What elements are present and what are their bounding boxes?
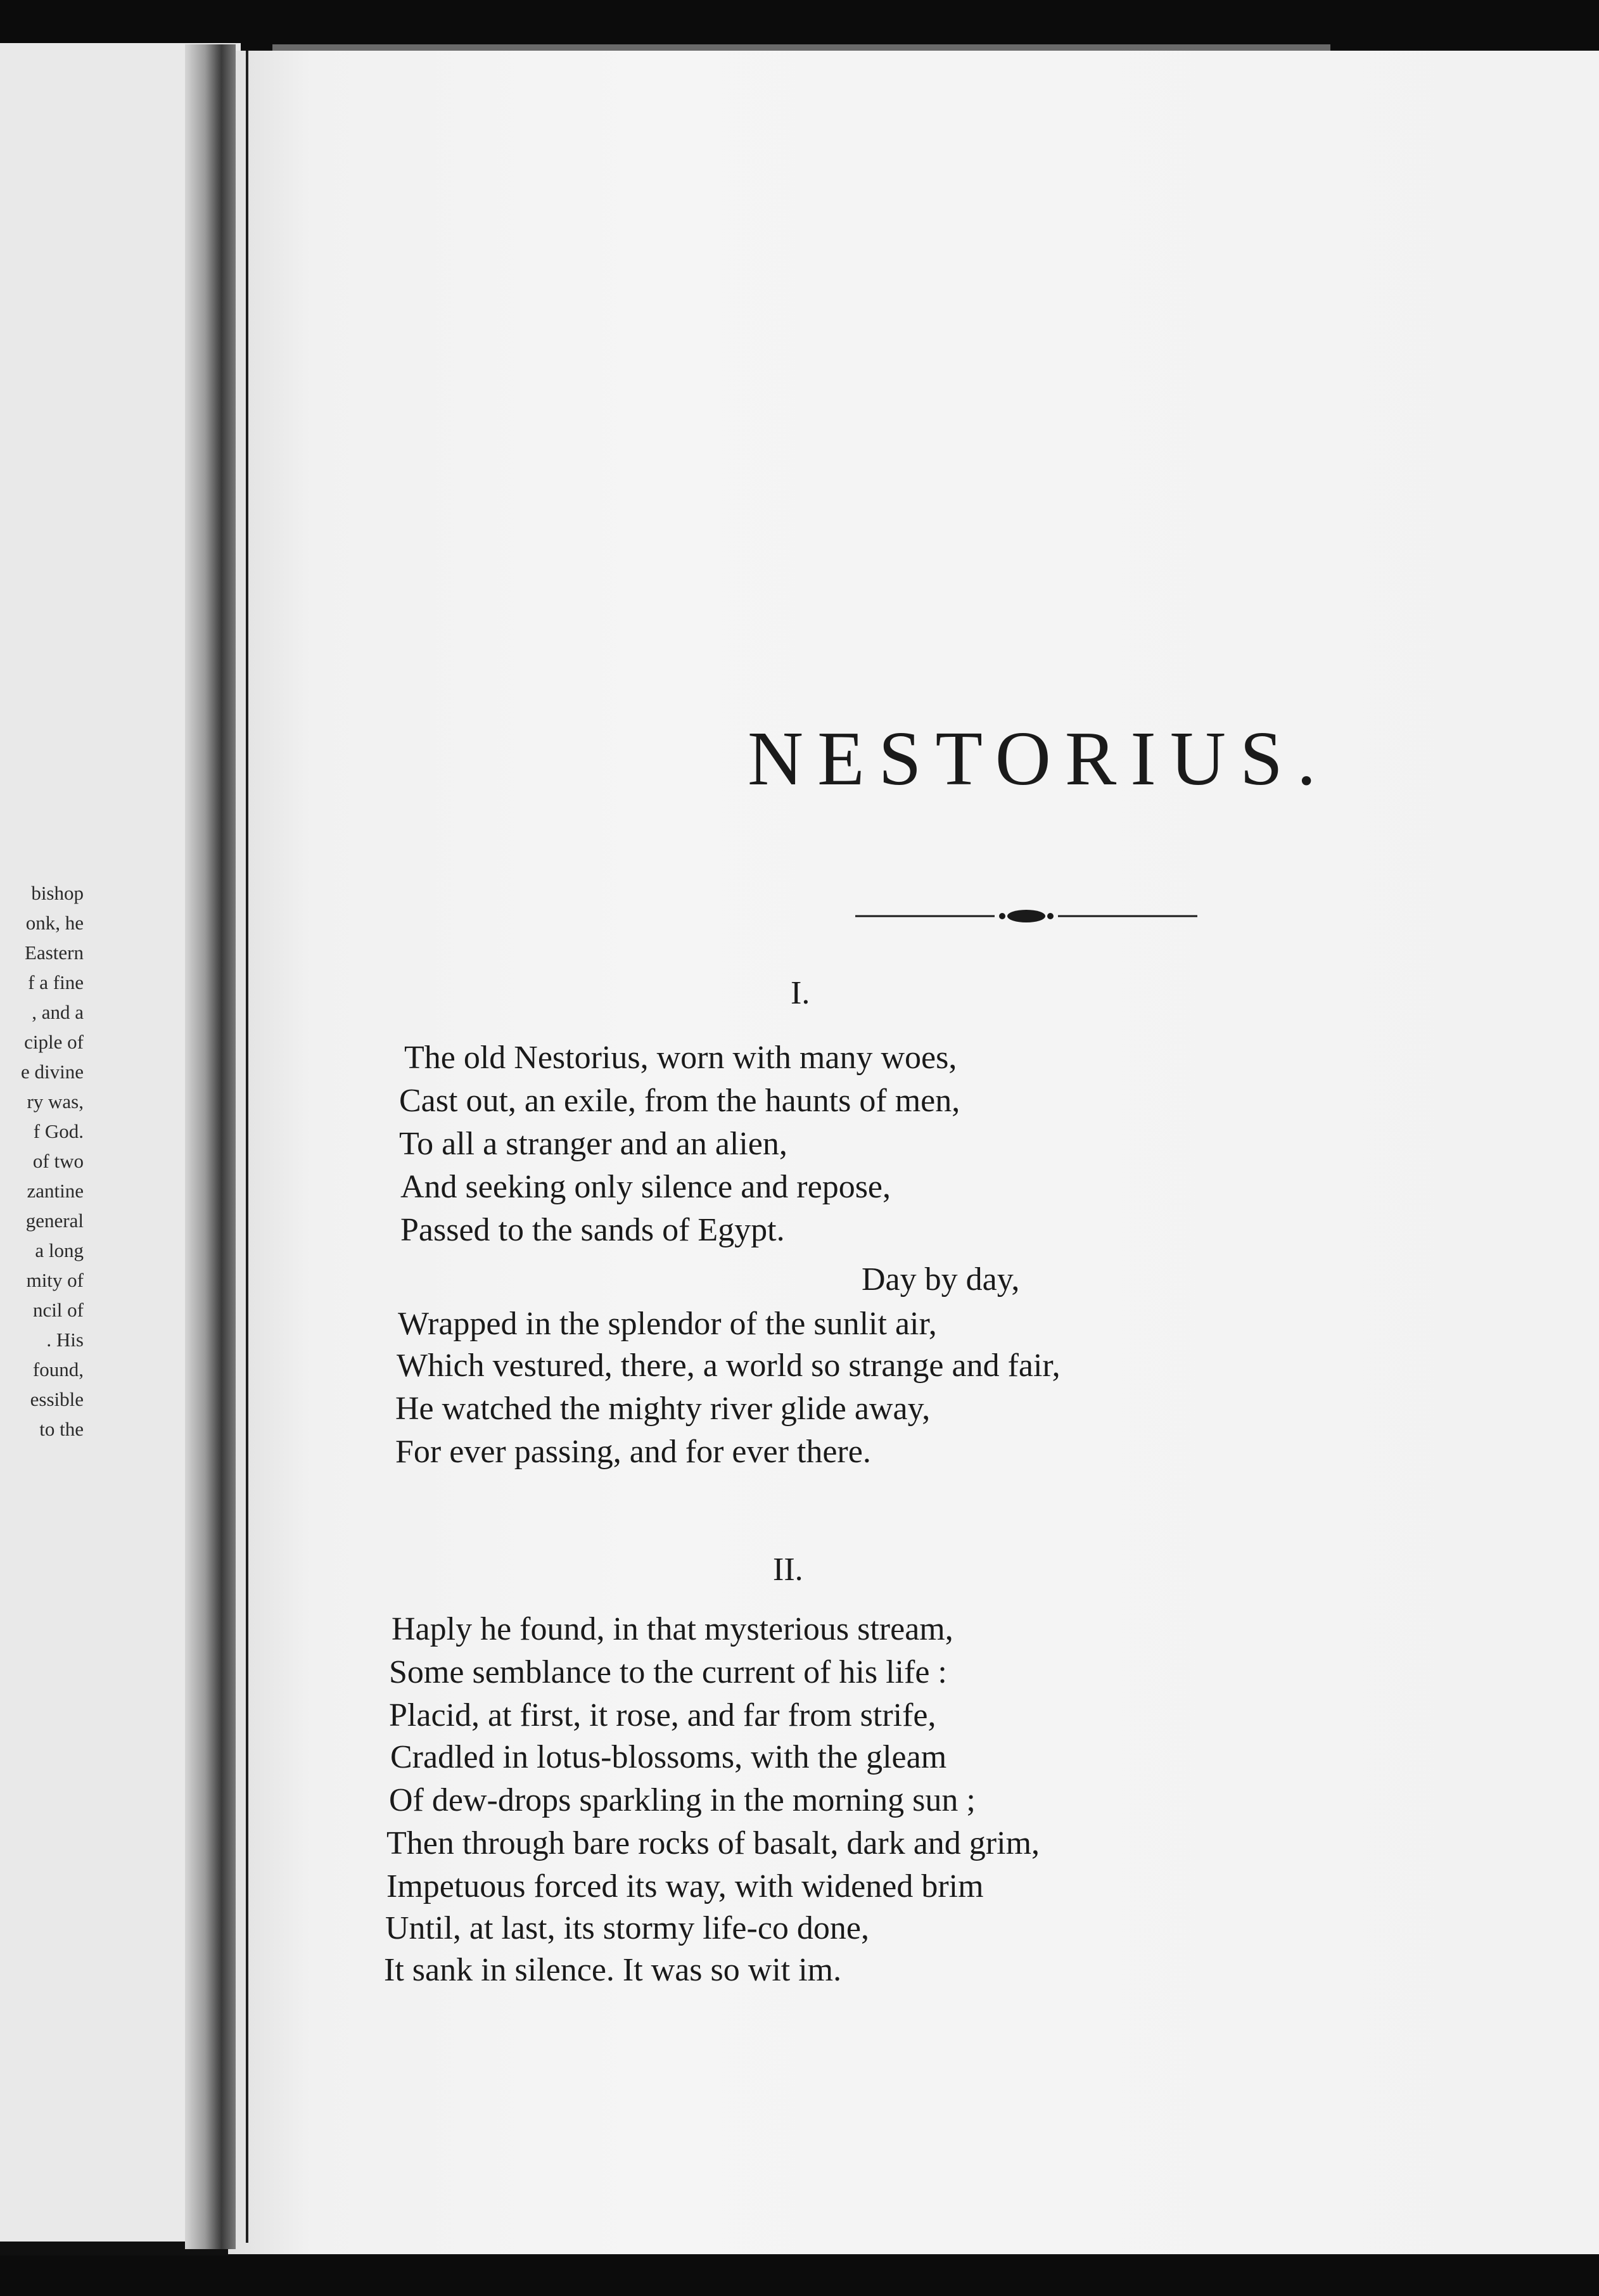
poem-line: Cradled in lotus-blossoms, with the gleam xyxy=(390,1739,947,1775)
previous-page-fragment: zantine xyxy=(27,1180,84,1202)
poem-line: For ever passing, and for ever there. xyxy=(395,1434,871,1470)
poem-line: It sank in silence. It was so wit im. xyxy=(384,1952,842,1988)
previous-page-fragment: ncil of xyxy=(32,1299,84,1321)
previous-page-fragment: onk, he xyxy=(25,912,84,934)
previous-page-fragment: ciple of xyxy=(24,1031,84,1053)
previous-page-fragment: . His xyxy=(46,1329,84,1351)
previous-page-fragment: general xyxy=(25,1209,84,1232)
poem-line: Placid, at first, it rose, and far from strife, xyxy=(389,1697,936,1733)
poem-line: And seeking only silence and repose, xyxy=(400,1169,891,1205)
previous-page-fragment: of two xyxy=(32,1150,84,1172)
previous-page-fragment: essible xyxy=(30,1388,84,1410)
previous-page-fragment: , and a xyxy=(32,1001,84,1023)
previous-page-fragment: a long xyxy=(35,1239,84,1261)
title-ornament-rule xyxy=(855,903,1197,929)
scan-top-border xyxy=(0,0,1599,49)
previous-page-text xyxy=(21,878,84,1444)
previous-page-fragment: ry was, xyxy=(27,1090,84,1113)
poem-line: Which vestured, there, a world so strange and fair, xyxy=(397,1348,1061,1384)
poem-line: Cast out, an exile, from the haunts of men, xyxy=(399,1083,960,1119)
previous-page-fragment: bishop xyxy=(31,882,84,904)
poem-line: Of dew-drops sparkling in the morning sun ; xyxy=(389,1782,976,1818)
book-page xyxy=(228,51,1599,2254)
poem-line: Impetuous forced its way, with widened brim xyxy=(386,1868,984,1904)
poem-line: Wrapped in the splendor of the sunlit air, xyxy=(398,1306,937,1342)
section-numeral-2: II. xyxy=(773,1552,803,1588)
previous-page-fragment: found, xyxy=(32,1358,84,1381)
poem-title: NESTORIUS. xyxy=(748,716,1330,801)
previous-page-fragment: Eastern xyxy=(25,941,84,964)
scan-bottom-border xyxy=(0,2255,1599,2296)
poem-line: Haply he found, in that mysterious stream, xyxy=(392,1611,953,1647)
previous-page-fragment: mity of xyxy=(26,1269,84,1291)
poem-line: Passed to the sands of Egypt. xyxy=(400,1212,785,1248)
section-numeral-1: I. xyxy=(791,975,810,1011)
gutter-line xyxy=(246,51,248,2243)
poem-line: Day by day, xyxy=(862,1261,1020,1298)
poem-line: Until, at last, its stormy life-co done, xyxy=(385,1910,869,1946)
previous-page-fragment: to the xyxy=(39,1418,84,1440)
poem-line: Then through bare rocks of basalt, dark and grim, xyxy=(386,1825,1040,1861)
poem-line: The old Nestorius, worn with many woes, xyxy=(404,1040,957,1076)
poem-line: To all a stranger and an alien, xyxy=(399,1126,787,1162)
poem-line: He watched the mighty river glide away, xyxy=(395,1391,931,1427)
book-gutter xyxy=(185,44,236,2249)
previous-page-fragment: e divine xyxy=(21,1061,84,1083)
previous-page-fragment: f God. xyxy=(33,1120,84,1142)
previous-page-fragment: f a fine xyxy=(28,971,84,993)
poem-line: Some semblance to the current of his life : xyxy=(389,1654,947,1690)
